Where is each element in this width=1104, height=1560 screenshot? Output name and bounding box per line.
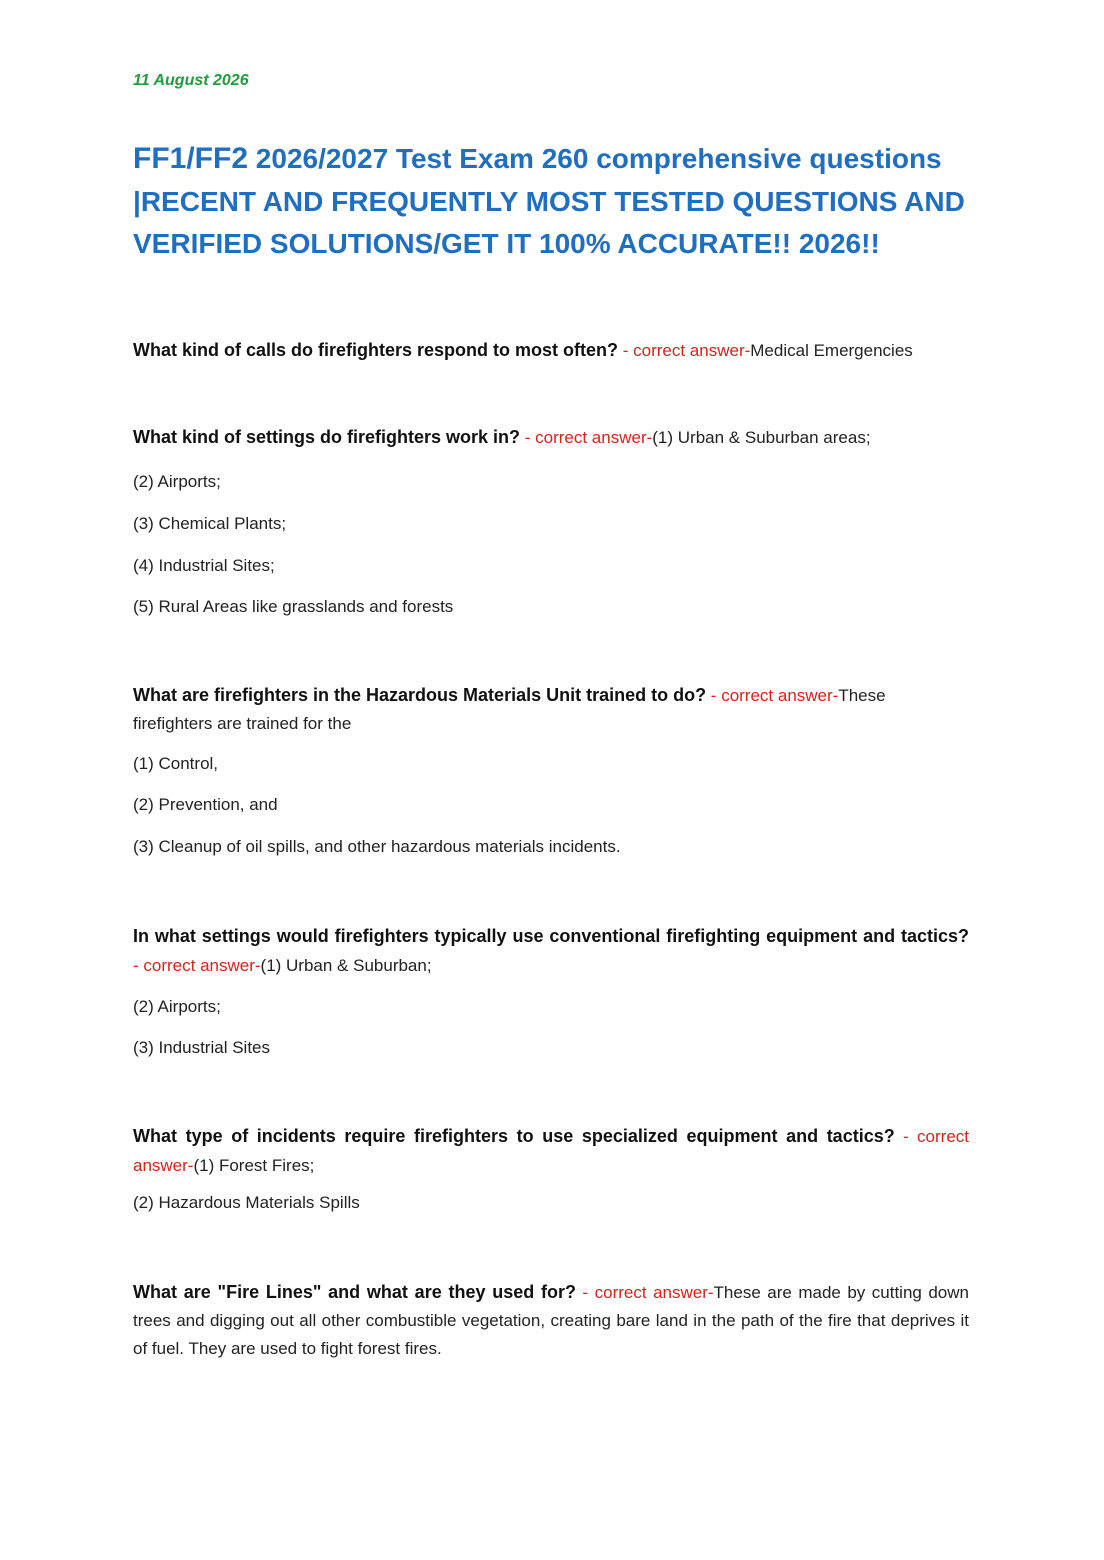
answer-item: (5) Rural Areas like grasslands and forests: [133, 597, 454, 616]
answer-item: (3) Chemical Plants;: [133, 514, 287, 533]
question-block: [133, 682, 969, 738]
answer-item: (2) Airports;: [133, 472, 221, 491]
question-text: What are "Fire Lines" and what are they used for?: [133, 1282, 576, 1302]
question-block: [133, 340, 913, 361]
question-block: [133, 427, 871, 448]
answer-item: (3) Industrial Sites: [133, 1038, 270, 1057]
answer-item: (3) Cleanup of oil spills, and other hazardous materials incidents.: [133, 837, 621, 856]
answer-separator: -: [520, 428, 536, 447]
answer-text: (1) Urban & Suburban;: [260, 956, 432, 975]
answer-text: (1) Forest Fires;: [193, 1156, 315, 1175]
correct-answer-label: correct answer-: [143, 956, 261, 975]
answer-item: (2) Prevention, and: [133, 795, 278, 814]
answer-separator: -: [618, 341, 634, 360]
correct-answer-label: correct answer-: [721, 686, 839, 705]
question-block: [133, 1279, 969, 1363]
answer-separator: -: [706, 686, 722, 705]
correct-answer-label: correct answer-: [133, 1127, 970, 1175]
correct-answer-label: correct answer-: [594, 1283, 714, 1302]
answer-item: (4) Industrial Sites;: [133, 556, 275, 575]
answer-separator: -: [576, 1283, 595, 1302]
answer-item: (2) Airports;: [133, 997, 221, 1016]
question-text: What kind of calls do firefighters respond to most often?: [133, 340, 619, 360]
question-text: What are firefighters in the Hazardous Materials Unit trained to do?: [133, 685, 707, 705]
answer-text: These are made by cutting down trees and digging out all other combustible vegetation, creating bare land in the path of the fire that deprives it of fuel. They are used to fight forest fires.: [133, 1283, 969, 1358]
answer-separator: -: [133, 956, 144, 975]
correct-answer-label: correct answer-: [535, 428, 653, 447]
question-block: [133, 922, 969, 981]
answer-separator: -: [894, 1127, 918, 1146]
question-text: In what settings would firefighters typically use conventional firefighting equipment and tactics?: [133, 926, 969, 946]
answer-item: (1) Control,: [133, 754, 219, 773]
title-rest: 2026/2027 Test Exam 260 comprehensive questions |RECENT AND FREQUENTLY MOST TESTED QUESTIONS AND VERIFIED SOLUTIONS/GET IT 100% ACCURATE!! 2026!!: [133, 143, 965, 259]
title-lead: FF1/FF2: [133, 142, 249, 175]
answer-text: (1) Urban & Suburban areas;: [652, 428, 871, 447]
document-title: [133, 138, 983, 266]
answer-text: These firefighters are trained for the: [133, 686, 886, 733]
question-text: What kind of settings do firefighters work in?: [133, 427, 521, 447]
document-date: 11 August 2026: [133, 72, 249, 89]
question-block: [133, 1122, 969, 1181]
correct-answer-label: correct answer-: [633, 341, 751, 360]
question-text: What type of incidents require firefighters to use specialized equipment and tactics?: [133, 1126, 895, 1146]
answer-item: (2) Hazardous Materials Spills: [133, 1193, 360, 1212]
answer-text: Medical Emergencies: [750, 341, 913, 360]
